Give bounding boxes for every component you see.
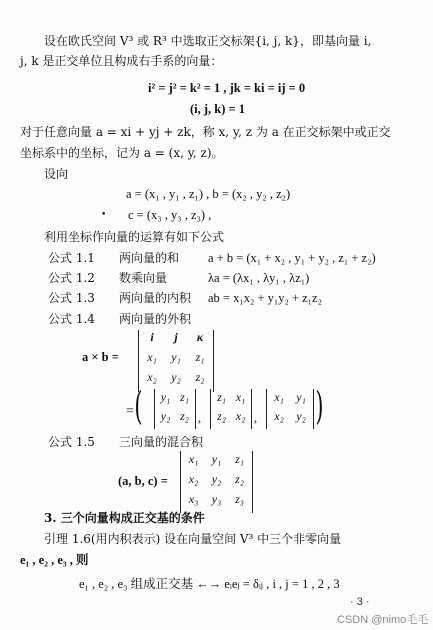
minor2-right-bar (251, 389, 252, 429)
mixed-cell: z₃ (235, 492, 244, 506)
minor-1-matrix (156, 390, 194, 428)
minor3-cell: y₂ (296, 409, 306, 423)
mixed-cell: x₁ (188, 452, 199, 466)
minor2-cell: x₂ (235, 409, 246, 423)
lemma-line1: 引理 1.6(用内积表示) 设在向量空间 V³ 中三个非零向量 (44, 532, 342, 546)
formula-1-1-expr: a + b = (x₁ + x₂ , y₁ + y₂ , z₁ + z₂) (208, 251, 376, 265)
cross-cell: x₂ (147, 370, 157, 384)
cross-cell: κ (196, 330, 204, 344)
minor2-cell: z₂ (217, 409, 226, 423)
cross-det-left-bar (138, 330, 139, 392)
minor1-cell: y₂ (160, 409, 171, 423)
minor1-right-bar (195, 389, 196, 429)
mixed-cell: x₂ (188, 472, 199, 486)
mixed-det-right-bar (252, 451, 253, 513)
minor-2-matrix (212, 390, 250, 428)
formula-1-3-expr: ab = x₁x₂ + y₁y₂ + z₁z₂ (208, 291, 322, 305)
minor3-left-bar (266, 389, 267, 429)
formula-1-2-label: 公式 1.2 (48, 271, 95, 285)
cross-cell: j (174, 330, 178, 344)
mixed-cell: z₂ (235, 472, 244, 486)
para1-line1: 设在欧氏空间 V³ 或 R³ 中选取正交标架{i, j, k}，即基向量 i, (44, 34, 372, 48)
para1-line2: j, k 是正交单位且构成右手系的向量： (20, 54, 223, 68)
page-number: · 3 · (350, 596, 370, 608)
mixed-cell: y₁ (211, 452, 222, 466)
para2-line2: 坐标系中的坐标，记为 a = (x, y, z)。 (20, 146, 224, 160)
cross-cell: i (150, 330, 154, 344)
equation-triple-product: (i, j, k) = 1 (190, 102, 246, 116)
expansion-equals: = (126, 404, 134, 419)
mixed-det-left-bar (180, 451, 181, 513)
minor3-cell: x₂ (274, 409, 284, 423)
formula-1-4-name: 两向量的外积 (119, 312, 192, 326)
cross-cell: z₂ (195, 370, 205, 384)
vector-c: c = (x₃ , y₃ , z₃) , (128, 208, 212, 222)
cross-det-right-bar (213, 330, 214, 392)
minor1-cell: y₁ (160, 390, 171, 404)
cross-cell: x₁ (147, 350, 157, 364)
cross-product-matrix (140, 330, 212, 390)
minor2-cell: x₁ (235, 390, 246, 404)
cross-cell: z₁ (195, 350, 205, 364)
mixed-product-matrix (182, 452, 251, 512)
set-vectors-text: 设向 (44, 167, 69, 181)
lemma-line3: e₁ , e₂ , e₃ 组成正交基 ←→ eᵢeⱼ = δᵢⱼ , i , j = 1 , 2 , 3 (79, 577, 340, 591)
lemma-line2: e₁ , e₂ , e₃ , 则 (20, 553, 89, 567)
mixed-cell: x₃ (188, 492, 199, 506)
equation-orthonormal: i² = j² = k² = 1 , jk = ki = ij = 0 (148, 81, 306, 95)
mixed-product-lhs: (a, b, c) = (118, 474, 168, 488)
formula-1-5-name: 三向量的混合积 (119, 435, 204, 449)
expansion-right-paren: ) (315, 384, 324, 428)
formula-1-1-label: 公式 1.1 (48, 251, 95, 265)
cross-cell: y₁ (171, 350, 181, 364)
cross-product-lhs: a × b = (82, 350, 119, 364)
minor3-cell: y₁ (296, 390, 306, 404)
minor-separator: , (254, 411, 258, 425)
stray-dot: • (101, 210, 107, 220)
formula-1-2-name: 数乘向量 (119, 271, 168, 285)
watermark: CSDN @nimo毛毛 (337, 614, 429, 626)
section-3-heading: 3. 三个向量构成正交基的条件 (44, 511, 205, 525)
mixed-cell: z₁ (235, 452, 244, 466)
mixed-cell: y₂ (211, 472, 222, 486)
formula-1-4-label: 公式 1.4 (48, 312, 95, 326)
formula-1-3-name: 两向量的内积 (119, 291, 192, 305)
formula-1-2-expr: λa = (λx₁ , λy₁ , λz₁) (208, 271, 310, 285)
formula-1-5-label: 公式 1.5 (48, 435, 95, 449)
formula-1-1-name: 两向量的和 (119, 251, 180, 265)
formula-1-3-label: 公式 1.3 (48, 291, 95, 305)
minor3-cell: x₁ (274, 390, 284, 404)
minor1-cell: z₂ (180, 409, 189, 423)
minor1-cell: z₁ (180, 390, 189, 404)
expansion-left-paren: ( (134, 384, 143, 428)
minor2-cell: z₁ (217, 390, 226, 404)
minor3-right-bar (313, 389, 314, 429)
minor2-left-bar (210, 389, 211, 429)
mixed-cell: y₃ (211, 492, 222, 506)
para2-line1: 对于任意向量 a = xi + yj + zk，称 x, y, z 为 a 在正交标架中或正交 (20, 125, 391, 139)
vectors-a-b: a = (x₁ , y₁ , z₁) , b = (x₂ , y₂ , z₂) (126, 187, 291, 201)
minor1-left-bar (154, 389, 155, 429)
cross-cell: y₂ (171, 370, 181, 384)
coord-intro: 利用坐标作向量的运算有如下公式 (44, 230, 225, 244)
minor-3-matrix (268, 390, 312, 428)
minor-separator: , (198, 411, 202, 425)
